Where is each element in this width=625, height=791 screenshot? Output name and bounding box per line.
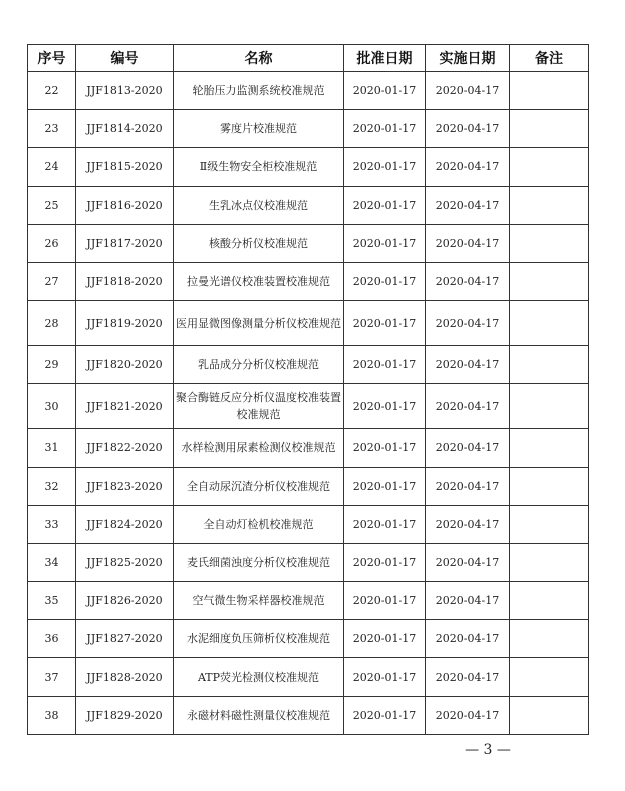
row-approval-date: 2020-01-17 xyxy=(344,384,426,429)
header-approval-date: 批准日期 xyxy=(344,45,426,72)
row-name: 乳品成分分析仪校准规范 xyxy=(174,346,344,384)
row-approval-date: 2020-01-17 xyxy=(344,620,426,658)
row-effective-date: 2020-04-17 xyxy=(426,72,510,110)
row-approval-date: 2020-01-17 xyxy=(344,110,426,148)
header-name: 名称 xyxy=(174,45,344,72)
table-row xyxy=(28,224,589,262)
header-remarks: 备注 xyxy=(510,45,589,72)
row-approval-date: 2020-01-17 xyxy=(344,148,426,186)
row-index: 31 xyxy=(28,429,76,467)
row-effective-date: 2020-04-17 xyxy=(426,543,510,581)
table-row xyxy=(28,429,589,467)
row-name: 拉曼光谱仪校准装置校准规范 xyxy=(174,262,344,300)
row-index: 23 xyxy=(28,110,76,148)
row-effective-date: 2020-04-17 xyxy=(426,696,510,734)
row-code: JJF1814-2020 xyxy=(76,110,174,148)
row-code: JJF1821-2020 xyxy=(76,384,174,429)
row-code: JJF1820-2020 xyxy=(76,346,174,384)
row-index: 38 xyxy=(28,696,76,734)
header-index: 序号 xyxy=(28,45,76,72)
row-code: JJF1825-2020 xyxy=(76,543,174,581)
row-index: 33 xyxy=(28,505,76,543)
row-code: JJF1823-2020 xyxy=(76,467,174,505)
header-row xyxy=(28,45,589,72)
row-index: 29 xyxy=(28,346,76,384)
row-effective-date: 2020-04-17 xyxy=(426,186,510,224)
row-approval-date: 2020-01-17 xyxy=(344,186,426,224)
table-row xyxy=(28,148,589,186)
row-name: 雾度片校准规范 xyxy=(174,110,344,148)
table-row xyxy=(28,620,589,658)
row-name: 永磁材料磁性测量仪校准规范 xyxy=(174,696,344,734)
row-effective-date: 2020-04-17 xyxy=(426,384,510,429)
row-approval-date: 2020-01-17 xyxy=(344,224,426,262)
row-effective-date: 2020-04-17 xyxy=(426,658,510,696)
row-name: Ⅱ级生物安全柜校准规范 xyxy=(174,148,344,186)
row-approval-date: 2020-01-17 xyxy=(344,429,426,467)
row-remarks xyxy=(510,429,589,467)
row-name: 水泥细度负压筛析仪校准规范 xyxy=(174,620,344,658)
row-approval-date: 2020-01-17 xyxy=(344,543,426,581)
row-code: JJF1826-2020 xyxy=(76,582,174,620)
row-remarks xyxy=(510,467,589,505)
row-name: 轮胎压力监测系统校准规范 xyxy=(174,72,344,110)
row-index: 30 xyxy=(28,384,76,429)
row-code: JJF1819-2020 xyxy=(76,301,174,346)
row-code: JJF1817-2020 xyxy=(76,224,174,262)
row-approval-date: 2020-01-17 xyxy=(344,696,426,734)
row-approval-date: 2020-01-17 xyxy=(344,658,426,696)
row-effective-date: 2020-04-17 xyxy=(426,110,510,148)
row-effective-date: 2020-04-17 xyxy=(426,224,510,262)
table-row xyxy=(28,658,589,696)
row-effective-date: 2020-04-17 xyxy=(426,346,510,384)
table-body xyxy=(28,72,589,735)
row-name: 核酸分析仪校准规范 xyxy=(174,224,344,262)
row-code: JJF1824-2020 xyxy=(76,505,174,543)
row-remarks xyxy=(510,110,589,148)
row-effective-date: 2020-04-17 xyxy=(426,467,510,505)
row-remarks xyxy=(510,224,589,262)
row-name: ATP荧光检测仪校准规范 xyxy=(174,658,344,696)
row-index: 35 xyxy=(28,582,76,620)
row-approval-date: 2020-01-17 xyxy=(344,505,426,543)
row-effective-date: 2020-04-17 xyxy=(426,620,510,658)
table-row xyxy=(28,186,589,224)
row-approval-date: 2020-01-17 xyxy=(344,72,426,110)
row-effective-date: 2020-04-17 xyxy=(426,582,510,620)
row-code: JJF1822-2020 xyxy=(76,429,174,467)
table-row xyxy=(28,110,589,148)
row-code: JJF1818-2020 xyxy=(76,262,174,300)
table-row xyxy=(28,346,589,384)
row-code: JJF1827-2020 xyxy=(76,620,174,658)
table-row xyxy=(28,582,589,620)
row-code: JJF1813-2020 xyxy=(76,72,174,110)
row-name: 空气微生物采样器校准规范 xyxy=(174,582,344,620)
row-index: 37 xyxy=(28,658,76,696)
row-effective-date: 2020-04-17 xyxy=(426,262,510,300)
row-name: 水样检测用尿素检测仪校准规范 xyxy=(174,429,344,467)
row-name: 全自动灯检机校准规范 xyxy=(174,505,344,543)
row-name: 麦氏细菌浊度分析仪校准规范 xyxy=(174,543,344,581)
row-approval-date: 2020-01-17 xyxy=(344,262,426,300)
spec-table xyxy=(27,44,589,735)
row-remarks xyxy=(510,148,589,186)
table-row xyxy=(28,696,589,734)
table-row xyxy=(28,467,589,505)
row-remarks xyxy=(510,620,589,658)
row-name: 生乳冰点仪校准规范 xyxy=(174,186,344,224)
row-code: JJF1815-2020 xyxy=(76,148,174,186)
row-index: 24 xyxy=(28,148,76,186)
table-header xyxy=(28,45,589,72)
row-remarks xyxy=(510,72,589,110)
header-effective-date: 实施日期 xyxy=(426,45,510,72)
row-name: 医用显微图像测量分析仪校准规范 xyxy=(174,301,344,346)
row-effective-date: 2020-04-17 xyxy=(426,429,510,467)
table-row xyxy=(28,72,589,110)
row-index: 32 xyxy=(28,467,76,505)
row-remarks xyxy=(510,301,589,346)
row-remarks xyxy=(510,505,589,543)
row-index: 25 xyxy=(28,186,76,224)
row-index: 36 xyxy=(28,620,76,658)
row-remarks xyxy=(510,543,589,581)
header-code: 编号 xyxy=(76,45,174,72)
page-number: — 3 — xyxy=(465,742,511,758)
table-row xyxy=(28,384,589,429)
row-effective-date: 2020-04-17 xyxy=(426,148,510,186)
row-index: 27 xyxy=(28,262,76,300)
row-remarks xyxy=(510,384,589,429)
table-row xyxy=(28,505,589,543)
row-remarks xyxy=(510,696,589,734)
table-row xyxy=(28,543,589,581)
row-name: 聚合酶链反应分析仪温度校准装置校准规范 xyxy=(174,384,344,429)
row-effective-date: 2020-04-17 xyxy=(426,505,510,543)
row-remarks xyxy=(510,346,589,384)
row-index: 22 xyxy=(28,72,76,110)
table-row xyxy=(28,301,589,346)
row-code: JJF1829-2020 xyxy=(76,696,174,734)
row-index: 28 xyxy=(28,301,76,346)
row-approval-date: 2020-01-17 xyxy=(344,582,426,620)
row-index: 34 xyxy=(28,543,76,581)
table-row xyxy=(28,262,589,300)
row-index: 26 xyxy=(28,224,76,262)
row-remarks xyxy=(510,582,589,620)
row-remarks xyxy=(510,658,589,696)
row-approval-date: 2020-01-17 xyxy=(344,301,426,346)
row-name: 全自动尿沉渣分析仪校准规范 xyxy=(174,467,344,505)
row-remarks xyxy=(510,262,589,300)
row-code: JJF1816-2020 xyxy=(76,186,174,224)
row-effective-date: 2020-04-17 xyxy=(426,301,510,346)
row-approval-date: 2020-01-17 xyxy=(344,346,426,384)
row-remarks xyxy=(510,186,589,224)
row-code: JJF1828-2020 xyxy=(76,658,174,696)
row-approval-date: 2020-01-17 xyxy=(344,467,426,505)
